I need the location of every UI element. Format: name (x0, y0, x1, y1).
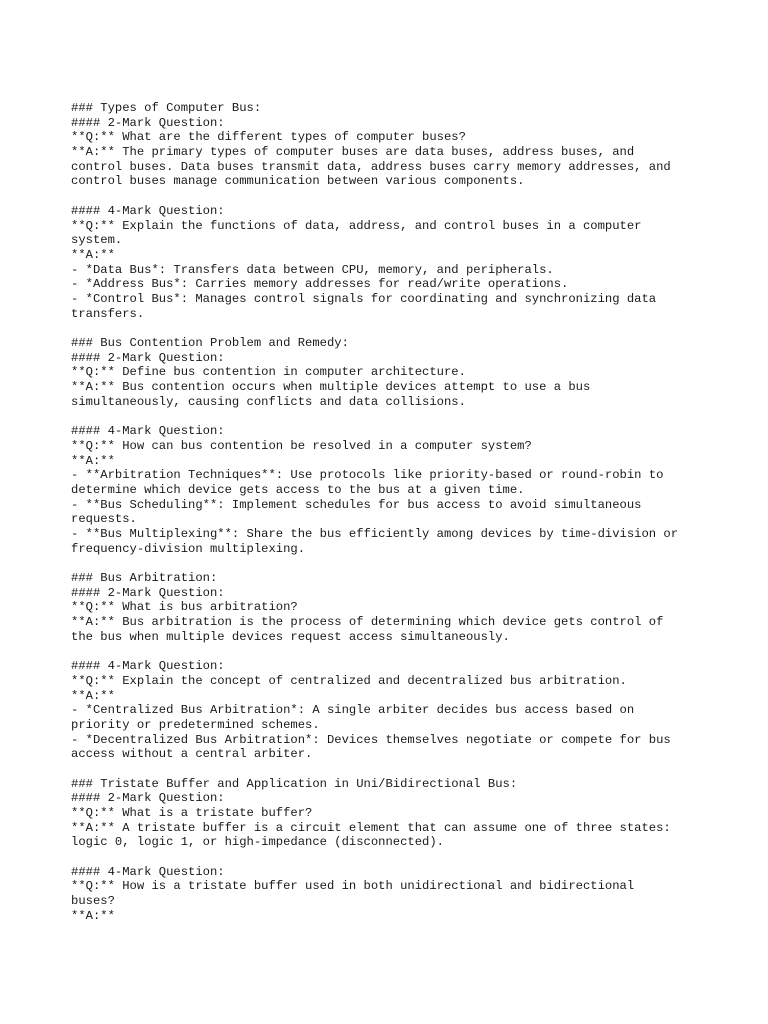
text-line: ### Bus Contention Problem and Remedy: (71, 336, 349, 350)
text-line: ### Tristate Buffer and Application in Uni/Bidirectional Bus: (71, 776, 518, 791)
text-line: requests. (71, 512, 137, 527)
text-line: - *Data Bus*: Transfers data between CPU, memory, and peripherals. (71, 262, 554, 277)
text-line: - *Centralized Bus Arbitration*: A single arbiter decides bus access based on (71, 703, 635, 718)
text-line: #### 4-Mark Question: (71, 203, 225, 218)
text-line: #### 2-Mark Question: (71, 350, 225, 365)
text-line: - **Arbitration Techniques**: Use protocols like priority-based or round-robin to (71, 468, 664, 483)
text-line: **A:** Bus contention occurs when multiple devices attempt to use a bus (71, 380, 591, 395)
text-line (71, 850, 751, 865)
text-line: **Q:** What are the different types of computer buses? (71, 130, 466, 145)
text-line: - **Bus Scheduling**: Implement schedules for bus access to avoid simultaneous (71, 497, 642, 512)
text-line: **A:** Bus arbitration is the process of determining which device gets control of (71, 615, 664, 630)
text-line (71, 321, 751, 336)
text-line: simultaneously, causing conflicts and data collisions. (71, 394, 466, 409)
text-line: **A:** The primary types of computer buses are data buses, address buses, and (71, 145, 635, 160)
text-line (71, 189, 751, 204)
text-line: **A:** (71, 908, 115, 923)
text-line (71, 644, 751, 659)
text-line: **Q:** Define bus contention in computer architecture. (71, 365, 466, 380)
text-line: control buses. Data buses transmit data, address buses carry memory addresses, and (71, 159, 671, 174)
text-line: ### Bus Arbitration: (71, 571, 218, 585)
text-line: access without a central arbiter. (71, 747, 313, 762)
text-line: **A:** (71, 247, 115, 262)
text-line: the bus when multiple devices request access simultaneously. (71, 629, 510, 644)
text-line: #### 2-Mark Question: (71, 585, 225, 600)
text-line: #### 4-Mark Question: (71, 424, 225, 439)
text-line: #### 2-Mark Question: (71, 791, 225, 806)
text-line: **Q:** How can bus contention be resolved in a computer system? (71, 438, 532, 453)
text-line: priority or predetermined schemes. (71, 717, 320, 732)
text-line: - *Decentralized Bus Arbitration*: Devices themselves negotiate or compete for bus (71, 732, 671, 747)
text-line: **Q:** What is bus arbitration? (71, 600, 298, 615)
text-line: #### 2-Mark Question: (71, 115, 225, 130)
text-line: #### 4-Mark Question: (71, 659, 225, 674)
text-line: - *Address Bus*: Carries memory addresses for read/write operations. (71, 277, 569, 292)
text-line: frequency-division multiplexing. (71, 541, 306, 556)
text-line: control buses manage communication between various components. (71, 174, 525, 189)
text-line (71, 409, 751, 424)
text-line: determine which device gets access to the bus at a given time. (71, 482, 525, 497)
text-line: transfers. (71, 306, 145, 321)
text-line: buses? (71, 894, 115, 909)
text-line: **Q:** How is a tristate buffer used in both unidirectional and bidirectional (71, 879, 635, 894)
text-line: - *Control Bus*: Manages control signals for coordinating and synchronizing data (71, 291, 657, 306)
text-line: logic 0, logic 1, or high-impedance (disconnected). (71, 835, 444, 850)
text-line: ### Types of Computer Bus: (71, 101, 262, 115)
text-line: #### 4-Mark Question: (71, 864, 225, 879)
text-line: **A:** (71, 453, 115, 468)
text-line: system. (71, 233, 123, 248)
text-line: **Q:** What is a tristate buffer? (71, 806, 313, 820)
text-line: **A:** A tristate buffer is a circuit element that can assume one of three states: (71, 820, 671, 835)
text-line: - **Bus Multiplexing**: Share the bus efficiently among devices by time-division or (71, 526, 679, 541)
text-line (71, 762, 751, 777)
text-line (71, 556, 751, 571)
document-text (71, 101, 751, 924)
text-line: **Q:** Explain the concept of centralized and decentralized bus arbitration. (71, 673, 627, 688)
text-line: **A:** (71, 688, 115, 703)
text-line: **Q:** Explain the functions of data, address, and control buses in a computer (71, 218, 642, 233)
